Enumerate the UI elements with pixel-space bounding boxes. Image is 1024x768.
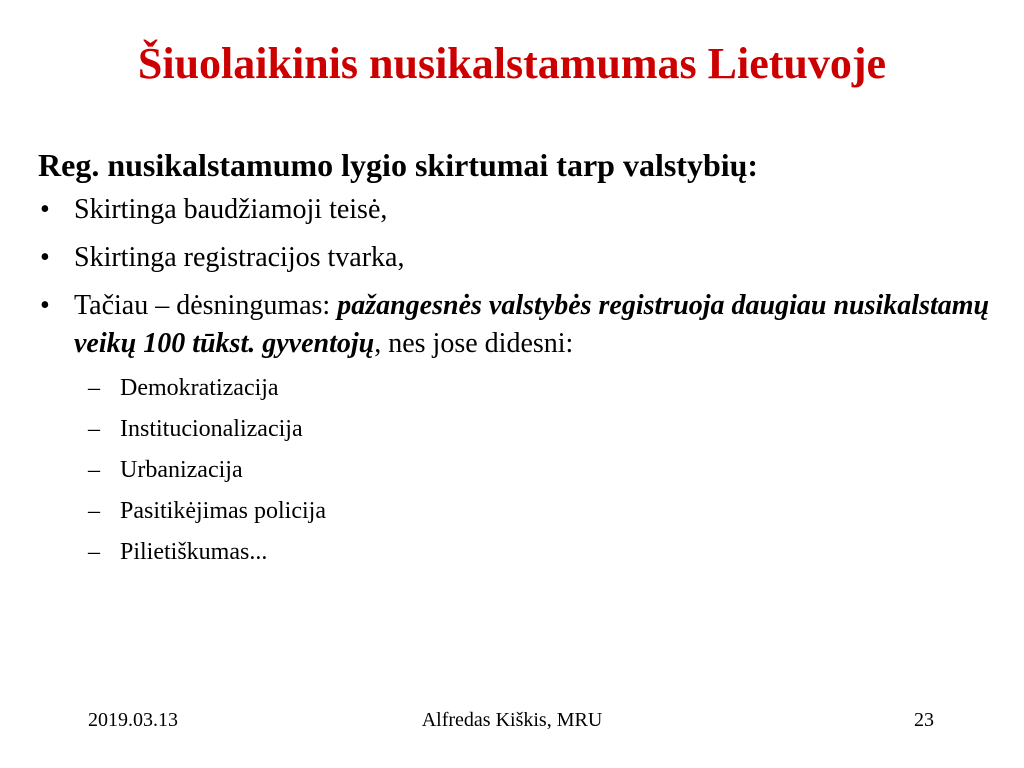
dash-marker: – — [88, 539, 100, 565]
page-number: 23 — [914, 709, 934, 731]
bullet-marker: • — [40, 194, 50, 225]
subitem-text: Institucionalizacija — [120, 416, 303, 442]
bullet-item — [38, 239, 998, 277]
dash-marker: – — [88, 416, 100, 442]
dash-marker: – — [88, 375, 100, 401]
bullet-item — [38, 191, 998, 229]
bullet-text-prefix: Tačiau – dėsningumas: — [74, 290, 338, 321]
subitem-institutionalization — [38, 414, 998, 444]
subitem-citizenship — [38, 537, 998, 567]
footer-author: Alfredas Kiškis, MRU — [421, 709, 603, 731]
section-heading: Reg. nusikalstamumo lygio skirtumai tarp valstybių: — [38, 147, 759, 183]
footer-date: 2019.03.13 — [88, 709, 178, 731]
dash-marker: – — [88, 498, 100, 524]
bullet-marker: • — [40, 290, 50, 321]
subitem-text: Pilietiškumas... — [120, 539, 268, 565]
subitem-text: Pasitikėjimas policija — [120, 498, 326, 524]
subitem-text: Urbanizacija — [120, 457, 243, 483]
bullet-text-suffix: , nes jose didesni: — [374, 328, 574, 359]
subitem-trust-in-police — [38, 496, 998, 526]
bullet-text: Skirtinga registracijos tvarka, — [74, 242, 405, 273]
subitem-text: Demokratizacija — [120, 375, 279, 401]
bullet-marker: • — [40, 242, 50, 273]
slide-content — [38, 145, 998, 578]
bullet-item — [38, 287, 998, 363]
dash-marker: – — [88, 457, 100, 483]
subitem-urbanization — [38, 455, 998, 485]
bullet-text: Skirtinga baudžiamoji teisė, — [74, 194, 388, 225]
slide-title: Šiuolaikinis nusikalstamumas Lietuvoje — [137, 39, 887, 88]
bullet-text-emphasis: pažangesnės valstybės registruoja daugiau nusikalstamų veikų 100 tūkst. gyventojų — [74, 290, 990, 359]
subitem-democratization — [38, 373, 998, 403]
